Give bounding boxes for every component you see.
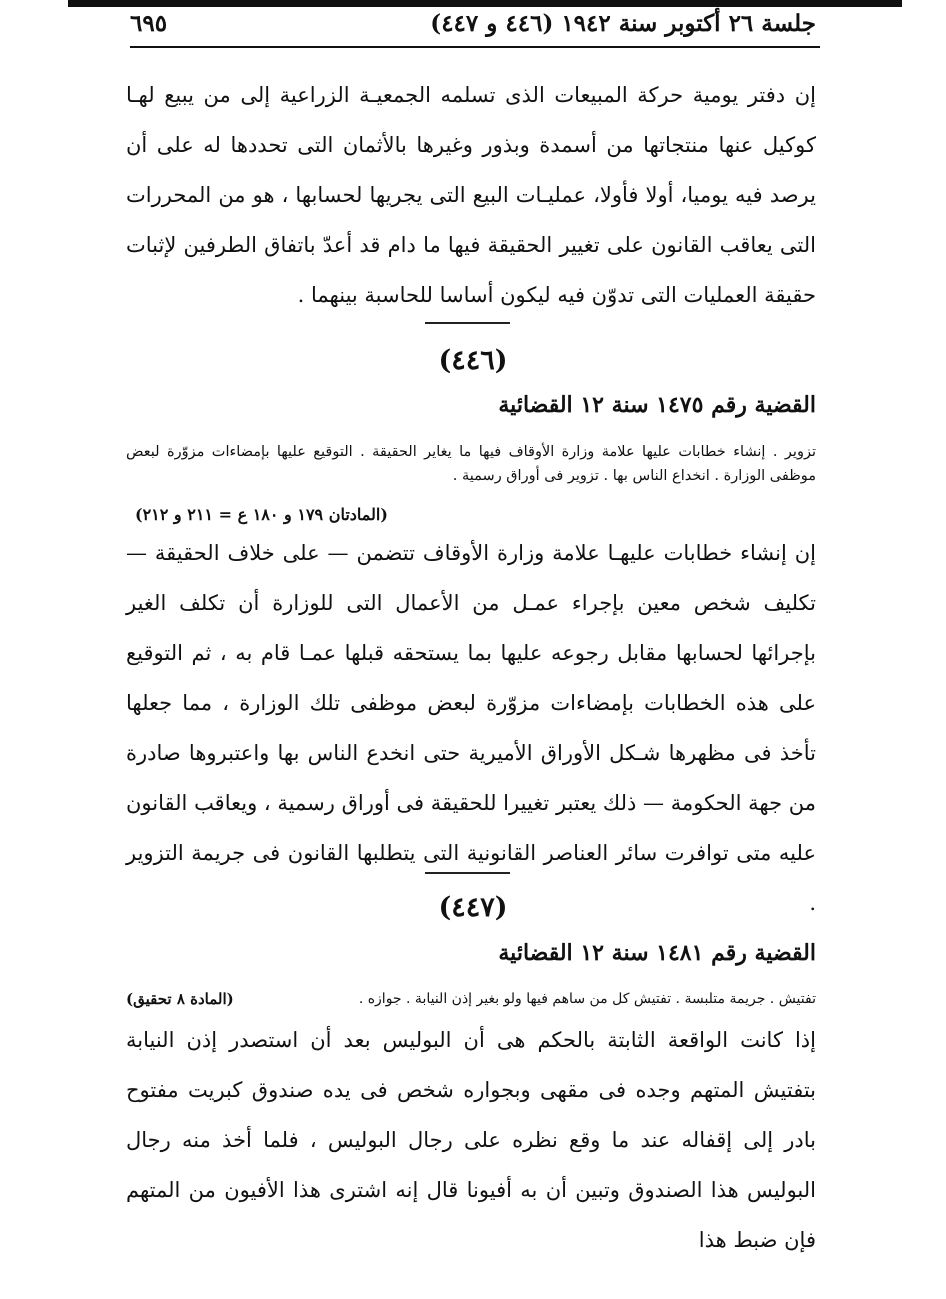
top-border (68, 0, 902, 7)
case-446-reference: القضية رقم ١٤٧٥ سنة ١٢ القضائية (498, 392, 816, 418)
case-447-text: إذا كانت الواقعة الثابتة بالحكم هى أن البوليس بعد أن استصدر إذن النيابة بتفتيش المتهم وجده فى مقهى وبجواره شخص فى يده صندوق كبريت مفتوح بادر إلى إقفاله عند ما وقع نظره على رجال البوليس ، فلما أخذ منه رجال البوليس هذا الصندوق وتبين أن به أفيونا قال إنه اشترى هذا الأفيون من المتهم فإن ضبط هذا (126, 1028, 816, 1252)
page-header (130, 8, 816, 44)
intro-paragraph: إن دفتر يومية حركة المبيعات الذى تسلمه الجمعيـة الزراعية إلى من يبيع لهـا كوكيل عنها منتجاتها من أسمدة وبذور وغيرها بالأثمان التى تحددها له على أن يرصد فيه يوميا، أولا فأولا، عمليـات البيع التى يجريها لحسابها ، هو من المحررات التى يعاقب القانون على تغيير الحقيقة فيها ما دام قد أعدّ باتفاق الطرفين لإثبات حقيقة العمليات التى تدوّن فيه ليكون أساسا للحاسبة بينهما . (126, 83, 816, 307)
header-rule (130, 46, 820, 48)
section-divider (425, 872, 510, 874)
case-446-number: (٤٤٦) (438, 345, 508, 376)
case-447-number: (٤٤٧) (438, 892, 508, 923)
page-number: ٦٩٥ (130, 10, 168, 37)
case-447-summary-line (126, 988, 816, 1010)
case-446-text: إن إنشاء خطابات عليهـا علامة وزارة الأوقاف تتضمن — على خلاف الحقيقة — تكليف شخص معين بإجراء عمـل من الأعمال التى للوزارة أن تكلف الغير بإجرائها لحسابها مقابل رجوعه عليها بما يستحقه قبلها عمـا قام به ، ثم التوقيع على هذه الخطابات بإمضاءات مزوّرة لبعض موظفى تلك الوزارة ، مما جعلها تأخذ فى مظهرها شـكل الأوراق الأميرية حتى انخدع الناس بها واعتبروها صادرة من جهة الحكومة — ذلك يعتبر تغييرا للحقيقة فى أوراق رسمية ، ويعاقب القانون عليه متى توافرت سائر العناصر القانونية التى يتطلبها القانون فى جريمة التزوير . (126, 541, 816, 915)
case-447-summary: تفتيش . جريمة متلبسة . تفتيش كل من ساهم فيها ولو بغير إذن النيابة . جوازه . (358, 991, 816, 1007)
section-divider (425, 322, 510, 324)
case-446-summary: تزوير . إنشاء خطابات عليها علامة وزارة الأوقاف فيها ما يغاير الحقيقة . التوقيع عليها بإمضاءات مزوّرة لبعض موظفى الوزارة . انخداع الناس بها . تزوير فى أوراق رسمية . (126, 444, 816, 484)
case-447-reference: القضية رقم ١٤٨١ سنة ١٢ القضائية (498, 940, 816, 966)
session-title: جلسة ٢٦ أكتوبر سنة ١٩٤٢ (٤٤٦ و ٤٤٧) (430, 10, 816, 37)
case-446-articles: (المادتان ١٧٩ و ١٨٠ ع = ٢١١ و ٢١٢) (135, 505, 388, 524)
case-447-articles: (المادة ٨ تحقيق) (126, 990, 234, 1008)
